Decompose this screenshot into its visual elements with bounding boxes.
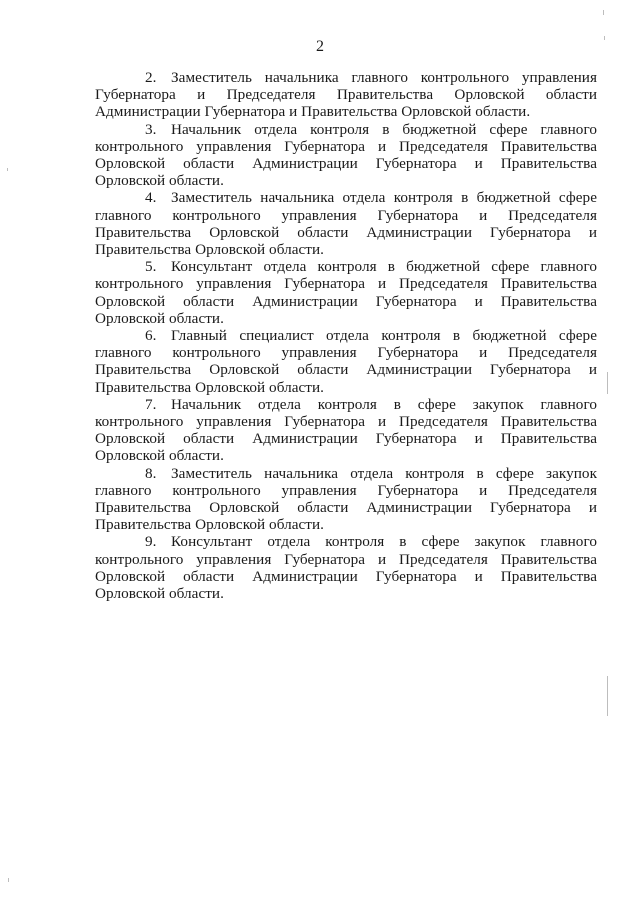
list-item: [95, 327, 597, 396]
scan-artifact: [604, 36, 605, 40]
item-number: 5.: [145, 258, 157, 276]
item-text: Главный специалист отдела контроля в бюджетной сфере главного контрольного управления Губернатора и Председателя Правительства Орловской области Администрации Губернатора и Правительства Орловской области.: [95, 327, 597, 396]
item-number: 3.: [145, 120, 157, 138]
item-text: Заместитель начальника отдела контроля в бюджетной сфере главного контрольного управления Губернатора и Председателя Правительства Орловской области Администрации Губернатора и Правительства Орловской области.: [95, 189, 597, 259]
item-text: Начальник отдела контроля в сфере закупок главного контрольного управления Губернатора и Председателя Правительства Орловской области Администрации Губернатора и Правительства Орловской области.: [95, 395, 597, 465]
scan-artifact: [7, 168, 8, 171]
list-item: [95, 189, 597, 258]
item-number: 4.: [145, 189, 157, 207]
item-text: Заместитель начальника отдела контроля в сфере закупок главного контрольного управления Губернатора и Председателя Правительства Орловской области Администрации Губернатора и Правительства Орловской области.: [95, 464, 597, 534]
list-item: [95, 396, 597, 465]
item-text: Консультант отдела контроля в бюджетной сфере главного контрольного управления Губернатора и Председателя Правительства Орловской области Администрации Губернатора и Правительства Орловской области.: [95, 258, 597, 327]
item-number: 8.: [145, 464, 157, 482]
item-text: Заместитель начальника главного контрольного управления Губернатора и Председателя Правительства Орловской области Администрации Губернатора и Правительства Орловской области.: [95, 69, 597, 121]
list-item: [95, 533, 597, 602]
scan-artifact: [607, 372, 608, 394]
item-number: 7.: [145, 395, 157, 413]
list-item: [95, 465, 597, 534]
item-text: Консультант отдела контроля в сфере закупок главного контрольного управления Губернатора и Председателя Правительства Орловской области Администрации Губернатора и Правительства Орловской области.: [95, 533, 597, 603]
scan-artifact: [8, 878, 9, 882]
item-number: 9.: [145, 533, 157, 551]
item-text: Начальник отдела контроля в бюджетной сфере главного контрольного управления Губернатора и Председателя Правительства Орловской области Администрации Губернатора и Правительства Орловской области.: [95, 120, 597, 190]
item-number: 2.: [145, 69, 157, 86]
list-item: [95, 121, 597, 190]
page-number: 2: [316, 38, 324, 55]
list-item: [95, 69, 597, 121]
scan-artifact: [607, 676, 608, 716]
item-number: 6.: [145, 327, 157, 345]
scan-artifact: [603, 10, 604, 15]
list-item: [95, 258, 597, 327]
position-list: [95, 69, 597, 602]
